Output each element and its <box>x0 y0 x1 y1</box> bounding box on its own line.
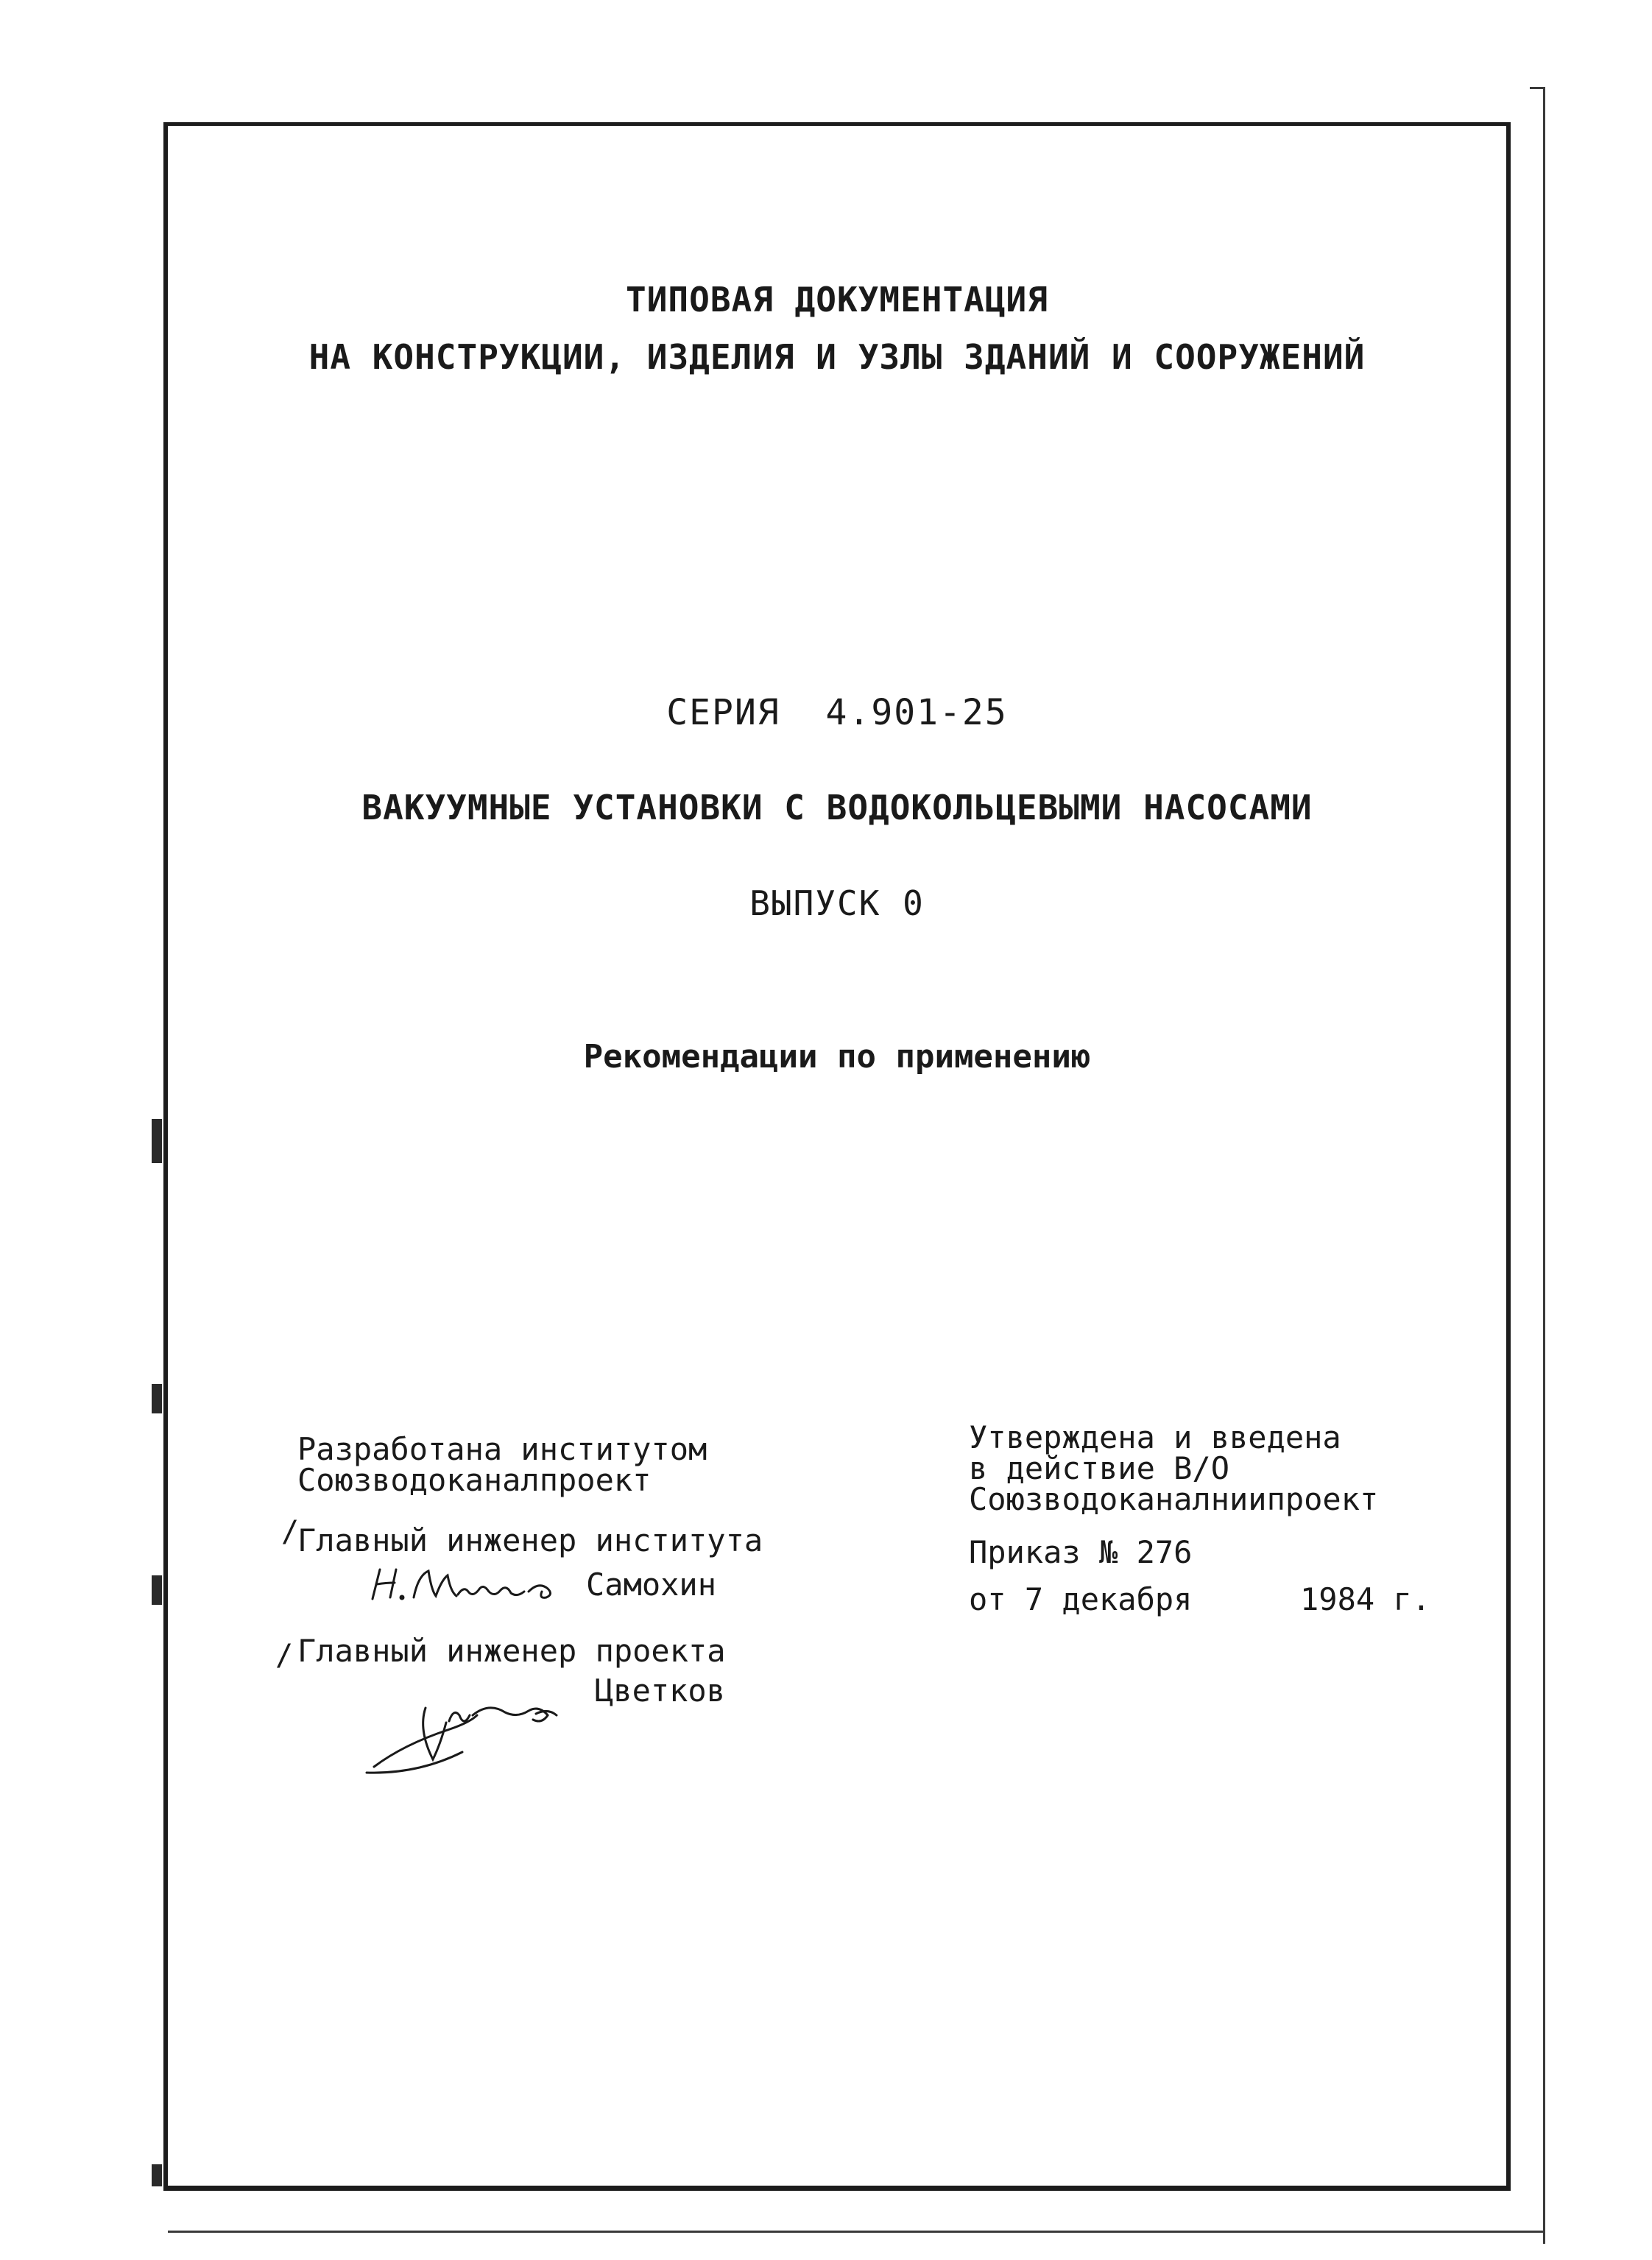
chief-engineer-project-name: Цветков <box>595 1673 726 1709</box>
series-number: СЕРИЯ 4.901-25 <box>666 692 1008 733</box>
approval-line-1: Утверждена и введена <box>969 1419 1341 1455</box>
binding-mark <box>152 2164 162 2186</box>
approval-year: 1984 г. <box>1300 1581 1431 1617</box>
header-line-2: НА КОНСТРУКЦИИ, ИЗДЕЛИЯ И УЗЛЫ ЗДАНИЙ И СООРУЖЕНИЙ <box>308 337 1366 377</box>
binding-mark <box>152 1119 162 1163</box>
approval-line-2: в действие В/О <box>969 1450 1230 1486</box>
chief-engineer-institute-name: Самохин <box>586 1567 717 1603</box>
signature-tsvetkov <box>359 1686 595 1781</box>
sheet-edge-tick <box>1530 87 1545 89</box>
chief-engineer-project-title: Главный инженер проекта <box>297 1633 726 1669</box>
approval-date: от 7 декабря <box>969 1581 1193 1617</box>
sheet-edge-right <box>1543 87 1545 2244</box>
document-purpose: Рекомендации по применению <box>583 1038 1091 1076</box>
order-number: Приказ № 276 <box>969 1534 1193 1570</box>
header-line-1: ТИПОВАЯ ДОКУМЕНТАЦИЯ <box>626 280 1048 319</box>
sheet-edge-bottom <box>168 2231 1545 2233</box>
binding-mark <box>152 1575 162 1605</box>
issue-number: ВЫПУСК 0 <box>749 883 925 923</box>
chief-engineer-institute-title: Главный инженер института <box>297 1522 763 1558</box>
signature-samokhin <box>365 1553 593 1612</box>
approval-line-3: Союзводоканалниипроект <box>969 1481 1379 1517</box>
page-frame <box>163 122 1511 2191</box>
binding-mark <box>152 1384 162 1413</box>
slash-mark: / <box>281 1515 300 1549</box>
document-subject: ВАКУУМНЫЕ УСТАНОВКИ С ВОДОКОЛЬЦЕВЫМИ НАСОСАМИ <box>361 788 1313 827</box>
slash-mark: / <box>275 1639 294 1673</box>
developer-line-2: Союзводоканалпроект <box>297 1462 652 1498</box>
developer-line-1: Разработана институтом <box>297 1431 707 1467</box>
approval-block <box>969 1419 1431 1618</box>
